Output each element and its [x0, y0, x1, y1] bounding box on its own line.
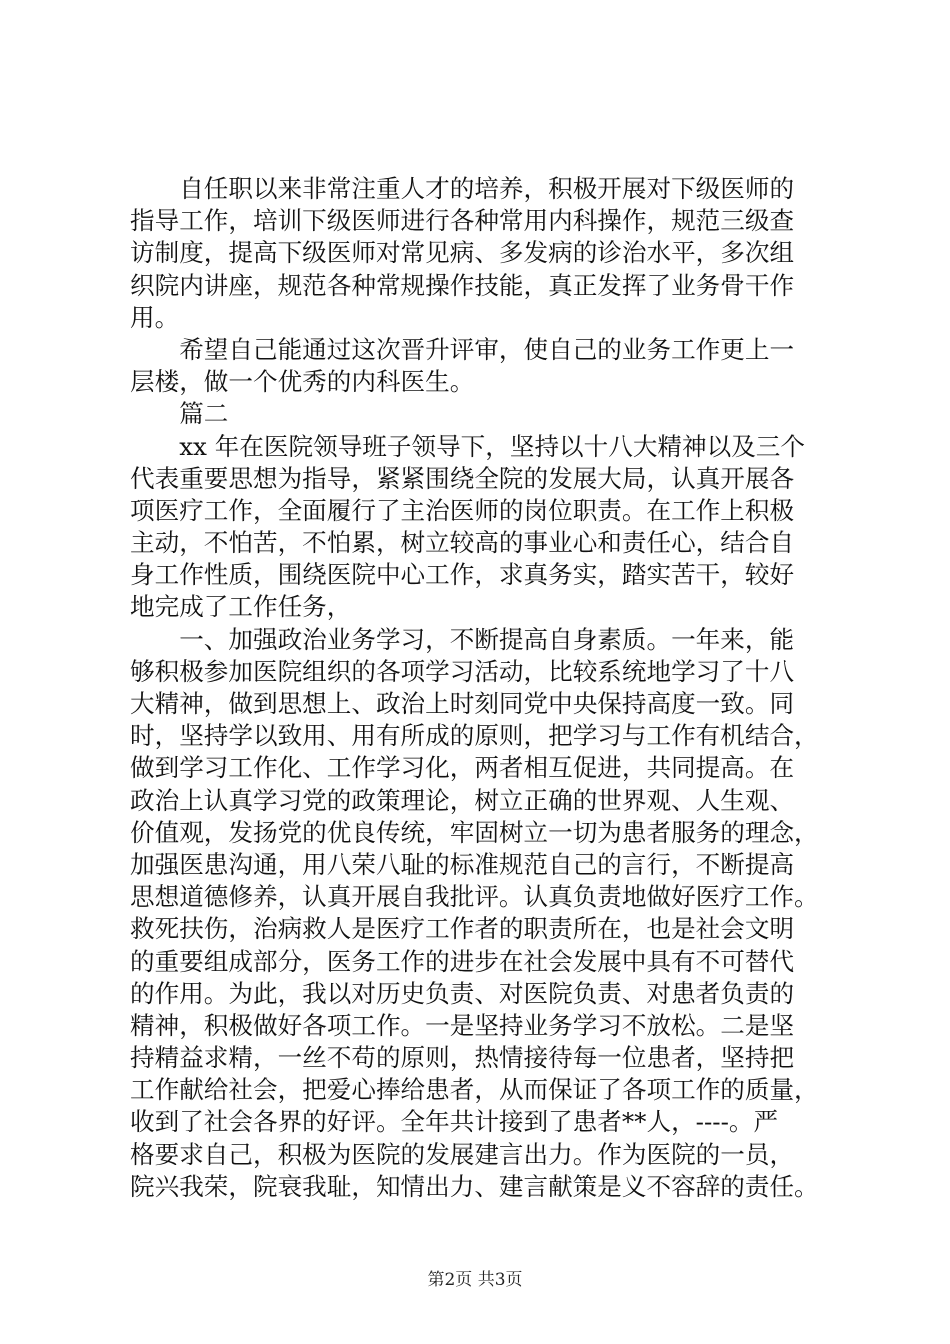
text-line: 救死扶伤，治病救人是医疗工作者的职责所在，也是社会文明 — [130, 914, 795, 944]
text-line: 的重要组成部分，医务工作的进步在社会发展中具有不可替代 — [130, 946, 795, 976]
text-line: 身工作性质，围绕医院中心工作，求真务实，踏实苦干，较好 — [130, 560, 795, 590]
text-line: 大精神，做到思想上、政治上时刻同党中央保持高度一致。同 — [130, 689, 795, 718]
text-line: 价值观，发扬党的优良传统，牢固树立一切为患者服务的理念， — [130, 817, 819, 847]
text-line: 代表重要思想为指导，紧紧围绕全院的发展大局，认真开展各 — [130, 463, 795, 493]
text-line: 加强医患沟通，用八荣八耻的标准规范自己的言行，不断提高 — [130, 849, 795, 879]
document-body — [130, 173, 840, 1203]
text-line: 工作献给社会，把爱心捧给患者，从而保证了各项工作的质量， — [130, 1075, 819, 1105]
text-line: 主动，不怕苦，不怕累，树立较高的事业心和责任心，结合自 — [130, 528, 795, 558]
text-line: 织院内讲座，规范各种常规操作技能，真正发挥了业务骨干作 — [130, 270, 795, 300]
text-line: 时，坚持学以致用、用有所成的原则，把学习与工作有机结合， — [130, 721, 819, 751]
text-line: 希望自己能通过这次晋升评审，使自己的业务工作更上一 — [130, 334, 795, 364]
text-line: 收到了社会各界的好评。全年共计接到了患者**人，----。严 — [130, 1107, 779, 1137]
text-line: 政治上认真学习党的政策理论，树立正确的世界观、人生观、 — [130, 785, 795, 815]
text-line: 项医疗工作，全面履行了主治医师的岗位职责。在工作上积极 — [130, 495, 795, 525]
text-line: xx 年在医院领导班子领导下，坚持以十八大精神以及三个 — [130, 431, 805, 461]
text-line: 够积极参加医院组织的各项学习活动，比较系统地学习了十八 — [130, 656, 795, 686]
text-line: 指导工作，培训下级医师进行各种常用内科操作，规范三级查 — [130, 206, 795, 236]
text-line: 精神，积极做好各项工作。一是坚持业务学习不放松。二是坚 — [130, 1010, 795, 1040]
text-line: 访制度，提高下级医师对常见病、多发病的诊治水平，多次组 — [130, 238, 795, 268]
section-heading: 篇二 — [130, 399, 229, 429]
text-line: 层楼，做一个优秀的内科医生。 — [130, 367, 475, 397]
text-line: 思想道德修养，认真开展自我批评。认真负责地做好医疗工作。 — [130, 882, 819, 912]
text-line: 院兴我荣，院衰我耻，知情出力、建言献策是义不容辞的责任。 — [130, 1171, 819, 1201]
text-line: 一、加强政治业务学习，不断提高自身素质。一年来，能 — [130, 624, 795, 654]
text-line: 的作用。为此，我以对历史负责、对医院负责、对患者负责的 — [130, 978, 795, 1008]
page-number-footer: 第2页 共3页 — [427, 1270, 523, 1290]
text-line: 地完成了工作任务， — [130, 592, 352, 622]
text-line: 用。 — [130, 302, 180, 332]
text-line: 格要求自己，积极为医院的发展建言出力。作为医院的一员， — [130, 1139, 795, 1169]
text-line: 持精益求精，一丝不苟的原则，热情接待每一位患者，坚持把 — [130, 1043, 795, 1073]
text-line: 自任职以来非常注重人才的培养，积极开展对下级医师的 — [130, 174, 795, 203]
text-line: 做到学习工作化、工作学习化，两者相互促进，共同提高。在 — [130, 753, 795, 783]
